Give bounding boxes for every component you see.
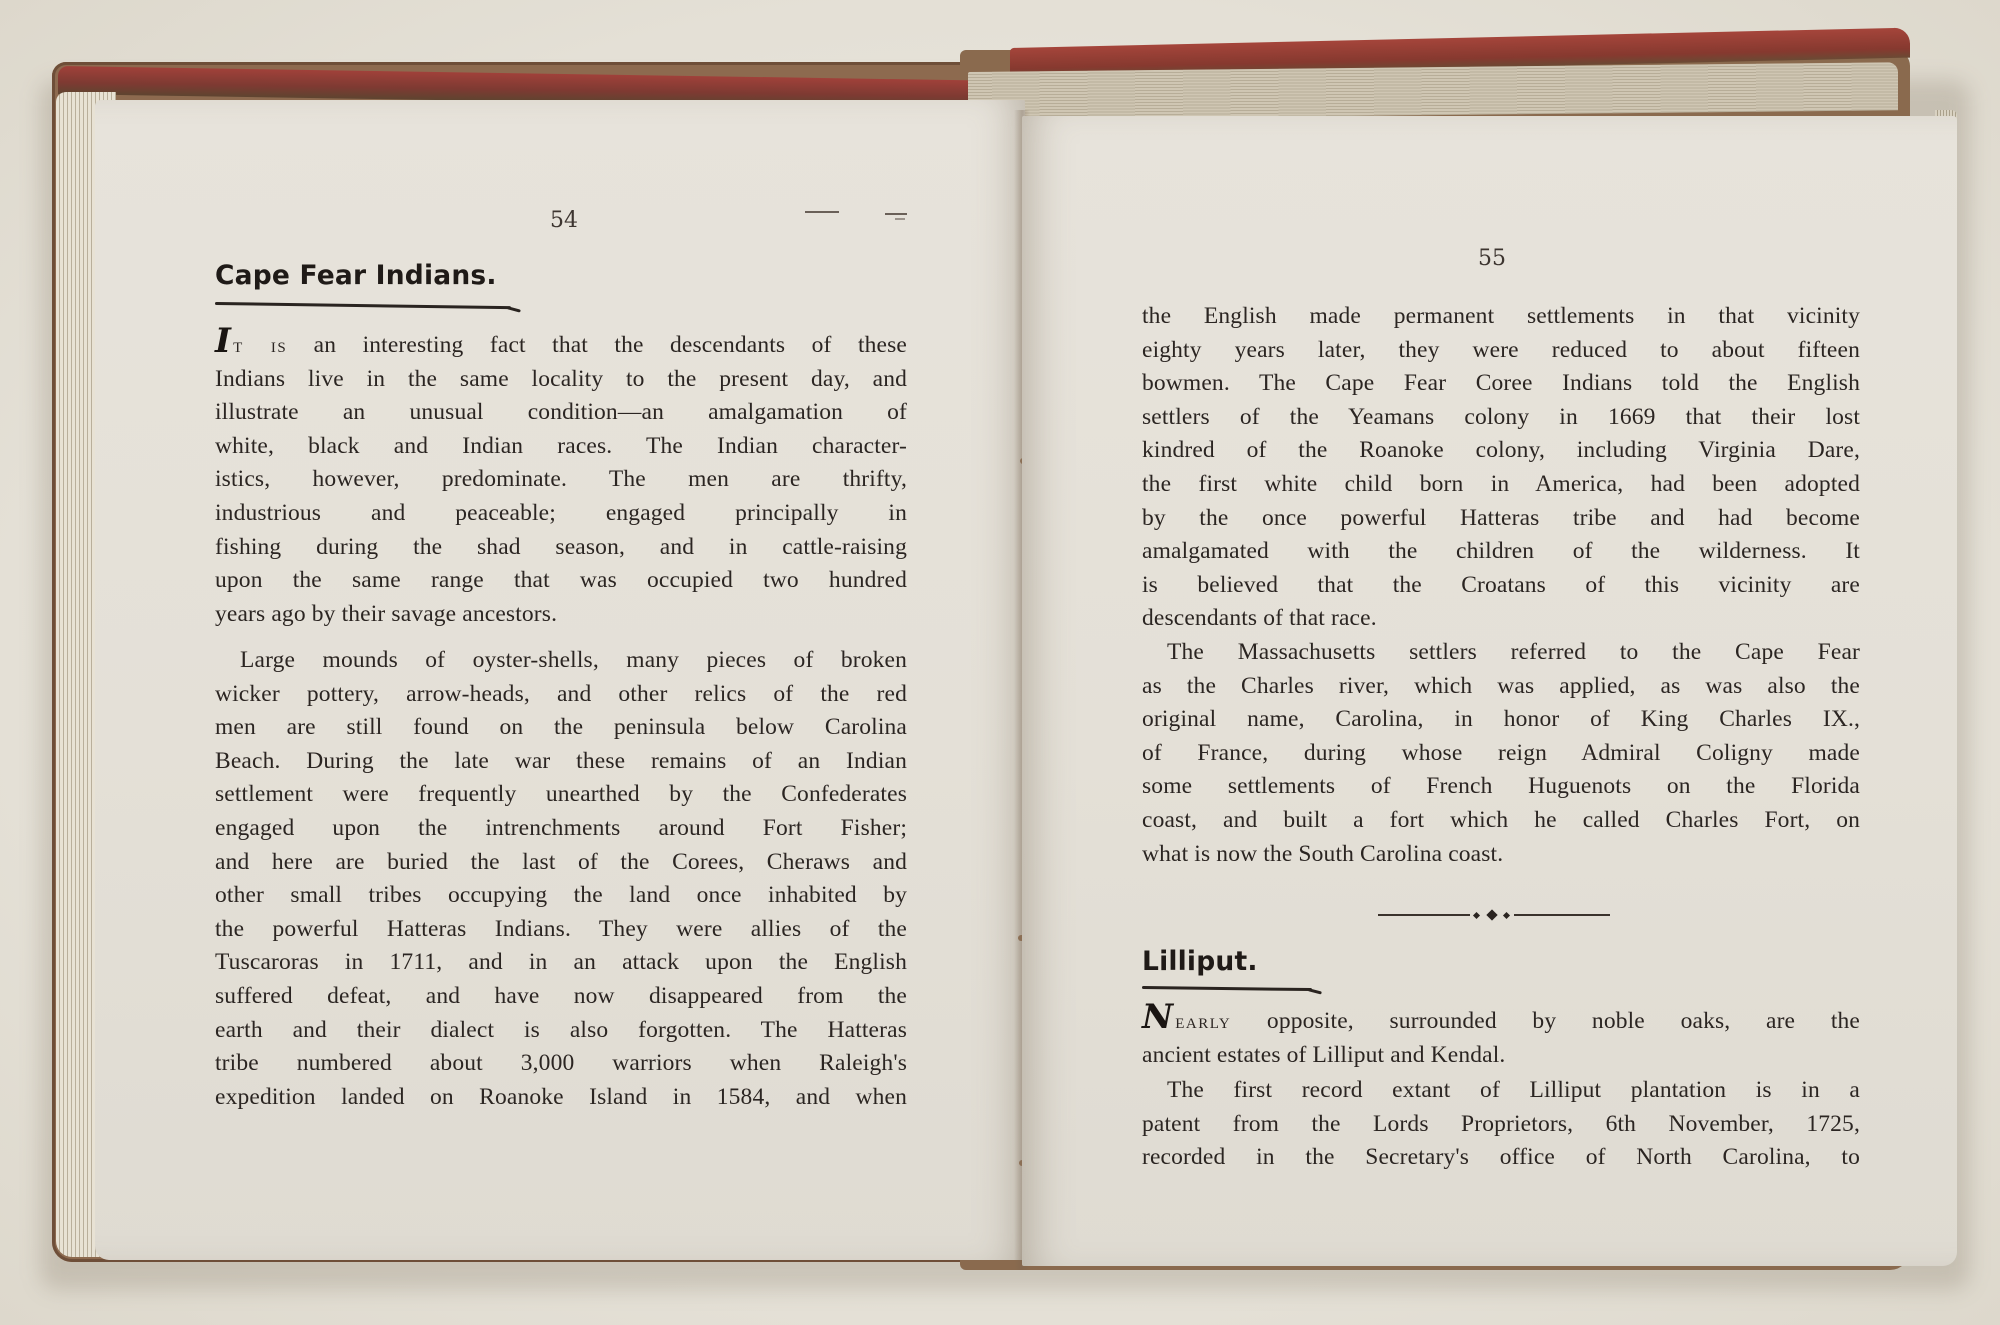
text-line: The Massachusetts settlers referred to the Cape Fear [1167, 639, 1860, 665]
section-heading-lilliput: Lilliput. [1142, 946, 1258, 977]
text-line: wicker pottery, arrow-heads, and other relics of the red [215, 680, 907, 707]
right-paragraph-2 [1142, 636, 1860, 871]
text-line: Nearly opposite, surrounded by noble oaks, are the [1142, 997, 1860, 1037]
text-line: years ago by their savage ancestors. [215, 600, 558, 627]
left-page [95, 100, 1025, 1260]
text-line: some settlements of French Huguenots on the Florida [1142, 773, 1860, 800]
text-line: illustrate an unusual condition—an amalgamation of [215, 399, 907, 426]
text-line: engaged upon the intrenchments around Fort Fisher; [215, 814, 907, 841]
page-mark [895, 218, 905, 220]
text-line: the first white child born in America, had been adopted [1142, 470, 1860, 497]
text-line: is believed that the Croatans of this vicinity are [1142, 571, 1860, 598]
text-line: bowmen. The Cape Fear Coree Indians told the English [1142, 370, 1860, 397]
text-line: istics, however, predominate. The men are thrifty, [215, 466, 907, 493]
text-line: ancient estates of Lilliput and Kendal. [1142, 1041, 1506, 1068]
text-line: Large mounds of oyster-shells, many pieces of broken [240, 647, 907, 673]
text-line: descendants of that race. [1142, 605, 1377, 632]
text-line: eighty years later, they were reduced to about fifteen [1142, 336, 1860, 363]
section-divider-ornament [1378, 910, 1610, 920]
text-line: original name, Carolina, in honor of King Charles IX., [1142, 706, 1860, 733]
text-line: of France, during whose reign Admiral Coligny made [1142, 739, 1860, 766]
right-paragraph-1 [1142, 300, 1860, 636]
text-line: fishing during the shad season, and in cattle-raising [215, 533, 907, 560]
text-line: expedition landed on Roanoke Island in 1584, and when [215, 1083, 907, 1110]
right-page-block-edges [968, 62, 1898, 120]
text-line: Indians live in the same locality to the present day, and [215, 365, 907, 392]
text-line: white, black and Indian races. The Indian character- [215, 432, 907, 459]
text-line: recorded in the Secretary's office of North Carolina, to [1142, 1144, 1860, 1171]
text-line: kindred of the Roanoke colony, including Virginia Dare, [1142, 437, 1860, 464]
text-line: Beach. During the late war these remains of an Indian [215, 747, 907, 774]
text-line: The first record extant of Lilliput plantation is in a [1167, 1077, 1860, 1103]
text-line: by the once powerful Hatteras tribe and had become [1142, 504, 1860, 531]
text-line: It is an interesting fact that the descendants of these [215, 321, 907, 361]
right-paragraph-4 [1142, 1074, 1860, 1175]
heading-underline [215, 302, 511, 309]
text-line: industrious and peaceable; engaged principally in [215, 499, 907, 526]
left-paragraph-2 [215, 644, 907, 1114]
right-paragraph-3 [1142, 997, 1860, 1072]
left-paragraph-1 [215, 321, 907, 631]
text-line: amalgamated with the children of the wilderness. It [1142, 538, 1860, 565]
text-line: Tuscaroras in 1711, and in an attack upon the English [215, 949, 907, 976]
text-line: other small tribes occupying the land once inhabited by [215, 882, 907, 909]
text-line: as the Charles river, which was applied, as was also the [1142, 672, 1860, 699]
text-line: settlers of the Yeamans colony in 1669 that their lost [1142, 403, 1860, 430]
section-heading-cape-fear: Cape Fear Indians. [215, 260, 497, 291]
text-line: and here are buried the last of the Corees, Cheraws and [215, 848, 907, 875]
text-line: men are still found on the peninsula below Carolina [215, 714, 907, 741]
text-line: tribe numbered about 3,000 warriors when Raleigh's [215, 1050, 907, 1077]
text-line: suffered defeat, and have now disappeared from the [215, 982, 907, 1009]
text-line: earth and their dialect is also forgotten. The Hatteras [215, 1016, 907, 1043]
text-line: upon the same range that was occupied two hundred [215, 567, 907, 594]
lead-smallcaps: early [1175, 1009, 1232, 1033]
lead-smallcaps: t is [233, 333, 288, 357]
text-line: patent from the Lords Proprietors, 6th November, 1725, [1142, 1110, 1860, 1137]
heading-underline [1142, 986, 1312, 991]
right-page [1022, 116, 1957, 1266]
page-number-right: 55 [1478, 246, 1506, 271]
text-line: the English made permanent settlements in that vicinity [1142, 303, 1860, 329]
page-number-left: 54 [550, 208, 578, 233]
page-mark [805, 211, 839, 213]
page-mark [885, 213, 907, 215]
text-line: what is now the South Carolina coast. [1142, 840, 1504, 867]
dropcap: I [215, 321, 232, 361]
dropcap: N [1142, 997, 1174, 1037]
text-line: the powerful Hatteras Indians. They were allies of the [215, 915, 907, 942]
text-line: coast, and built a fort which he called Charles Fort, on [1142, 806, 1860, 833]
text-line: settlement were frequently unearthed by the Confederates [215, 781, 907, 808]
